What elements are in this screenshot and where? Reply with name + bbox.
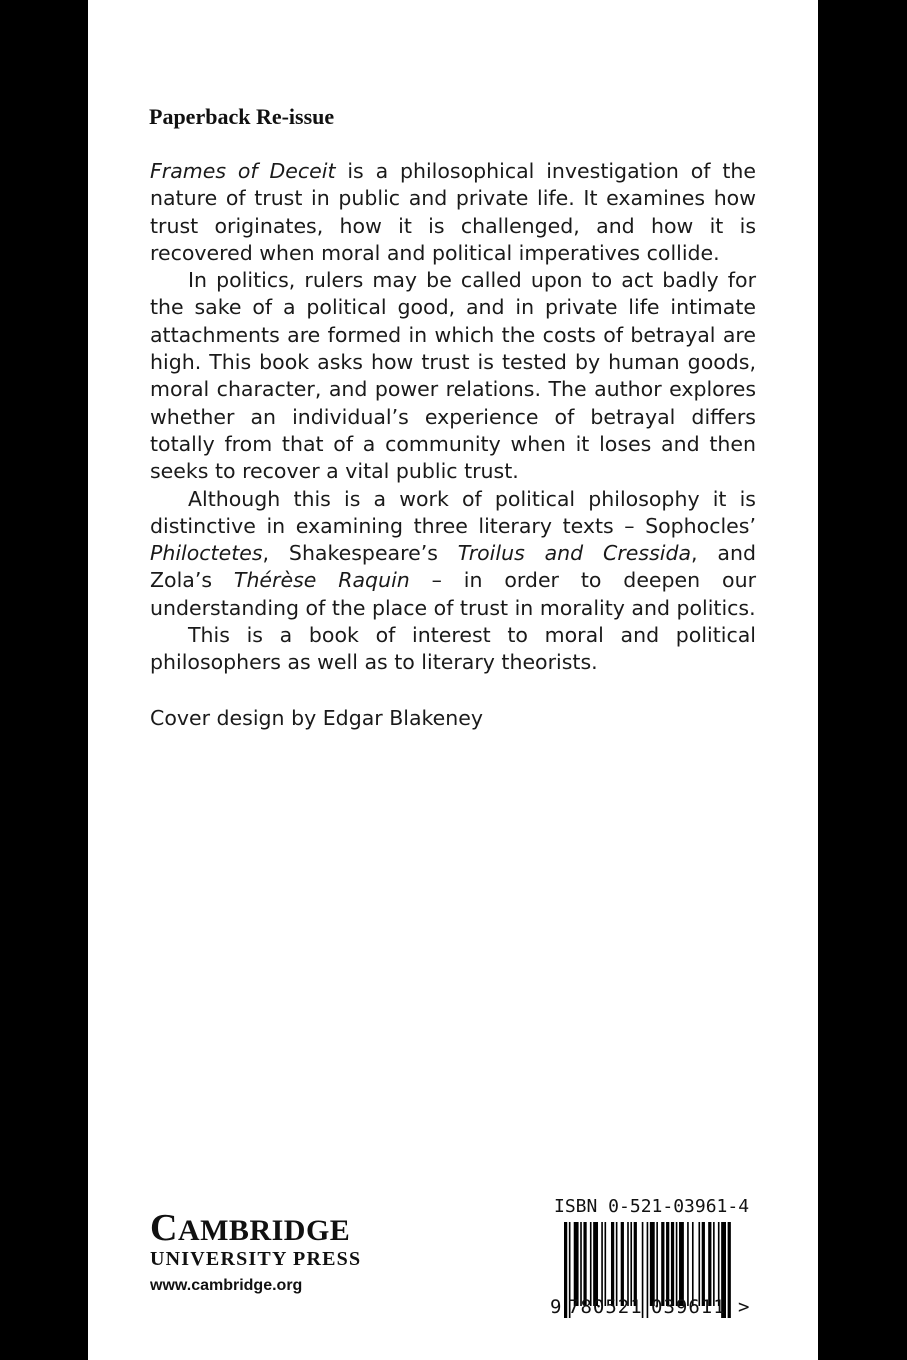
- barcode-bar: [713, 1222, 715, 1306]
- heading: Paperback Re-issue: [149, 104, 335, 129]
- work-title: Philoctetes: [150, 541, 263, 566]
- barcode-bar: [590, 1222, 592, 1306]
- barcode-bar: [718, 1222, 720, 1306]
- barcode-bar: [698, 1222, 700, 1306]
- barcode-bar: [634, 1222, 637, 1306]
- cover-credit: Cover design by Edgar Blakeney: [150, 706, 484, 730]
- book-title: Frames of Deceit: [150, 159, 336, 183]
- barcode-bar: [676, 1222, 678, 1306]
- barcode-bar: [679, 1222, 684, 1306]
- barcode-bar: [666, 1222, 669, 1306]
- barcode-bar: [601, 1222, 603, 1306]
- barcode-bar: [661, 1222, 664, 1306]
- blurb-paragraph-4: This is a book of interest to moral and political philosophers as well as to literary theorists.: [150, 623, 756, 675]
- barcode-bar: [650, 1222, 655, 1306]
- barcode-block: ISBN 0-521-03961-4 9 780521 039611 >: [548, 1196, 763, 1336]
- barcode-bar: [728, 1222, 731, 1318]
- blurb-paragraph-2: In politics, rulers may be called upon to act badly for the sake of a political good, and in private life intimate attachments are formed in which the costs of betrayal are high. This book asks how trust is tested by human goods, moral character, and power relations. The author explores whether an individual’s experience of betrayal differs totally from that of a community when it loses and then seeks to recover a vital public trust.: [150, 268, 756, 484]
- barcode-bar: [647, 1222, 649, 1318]
- barcode-bar: [580, 1222, 582, 1306]
- barcode-bar: [593, 1222, 598, 1306]
- blurb-paragraph-1: Frames of Deceit is a philosophical investigation of the nature of trust in public and private life. It examines how trust originates, how it is challenged, and how it is recovered when moral and political imperatives collide.: [150, 159, 756, 265]
- barcode-bar: [564, 1222, 567, 1318]
- barcode-bar: [627, 1222, 629, 1306]
- barcode-bar: [621, 1222, 624, 1306]
- barcode-bar: [692, 1222, 694, 1306]
- barcode-bar: [708, 1222, 711, 1306]
- back-cover: [88, 0, 818, 1360]
- barcode-bar: [605, 1222, 607, 1306]
- work-title: Thérèse Raquin: [233, 568, 410, 593]
- blurb-paragraph-3: Although this is a work of political philosophy it is distinctive in examining three literary texts – Sophocles’ Philoctetes, Shakespeare’s Troilus and Cressida, and Zola’s Thérèse Raquin – in order to deepen our understanding of the place of trust in morality and politics.: [150, 486, 756, 620]
- barcode-bar: [583, 1222, 586, 1306]
- isbn-label: ISBN 0-521-03961-4: [554, 1196, 750, 1217]
- publisher-url: www.cambridge.org: [150, 1277, 303, 1294]
- barcode-bar: [671, 1222, 674, 1306]
- barcode-bar: [687, 1222, 689, 1306]
- publisher-subtitle: UNIVERSITY PRESS: [150, 1248, 362, 1270]
- blurb: [150, 158, 756, 677]
- barcode-bar: [630, 1222, 632, 1306]
- barcode-bar: [616, 1222, 618, 1306]
- publisher-logo: [150, 1207, 362, 1295]
- barcode-bar: [702, 1222, 705, 1306]
- barcode-bar: [656, 1222, 658, 1306]
- work-title: Troilus and Cressida: [457, 541, 692, 566]
- barcode-bar: [574, 1222, 579, 1306]
- publisher-name: CAMBRIDGE: [150, 1207, 351, 1249]
- barcode-bar: [611, 1222, 614, 1306]
